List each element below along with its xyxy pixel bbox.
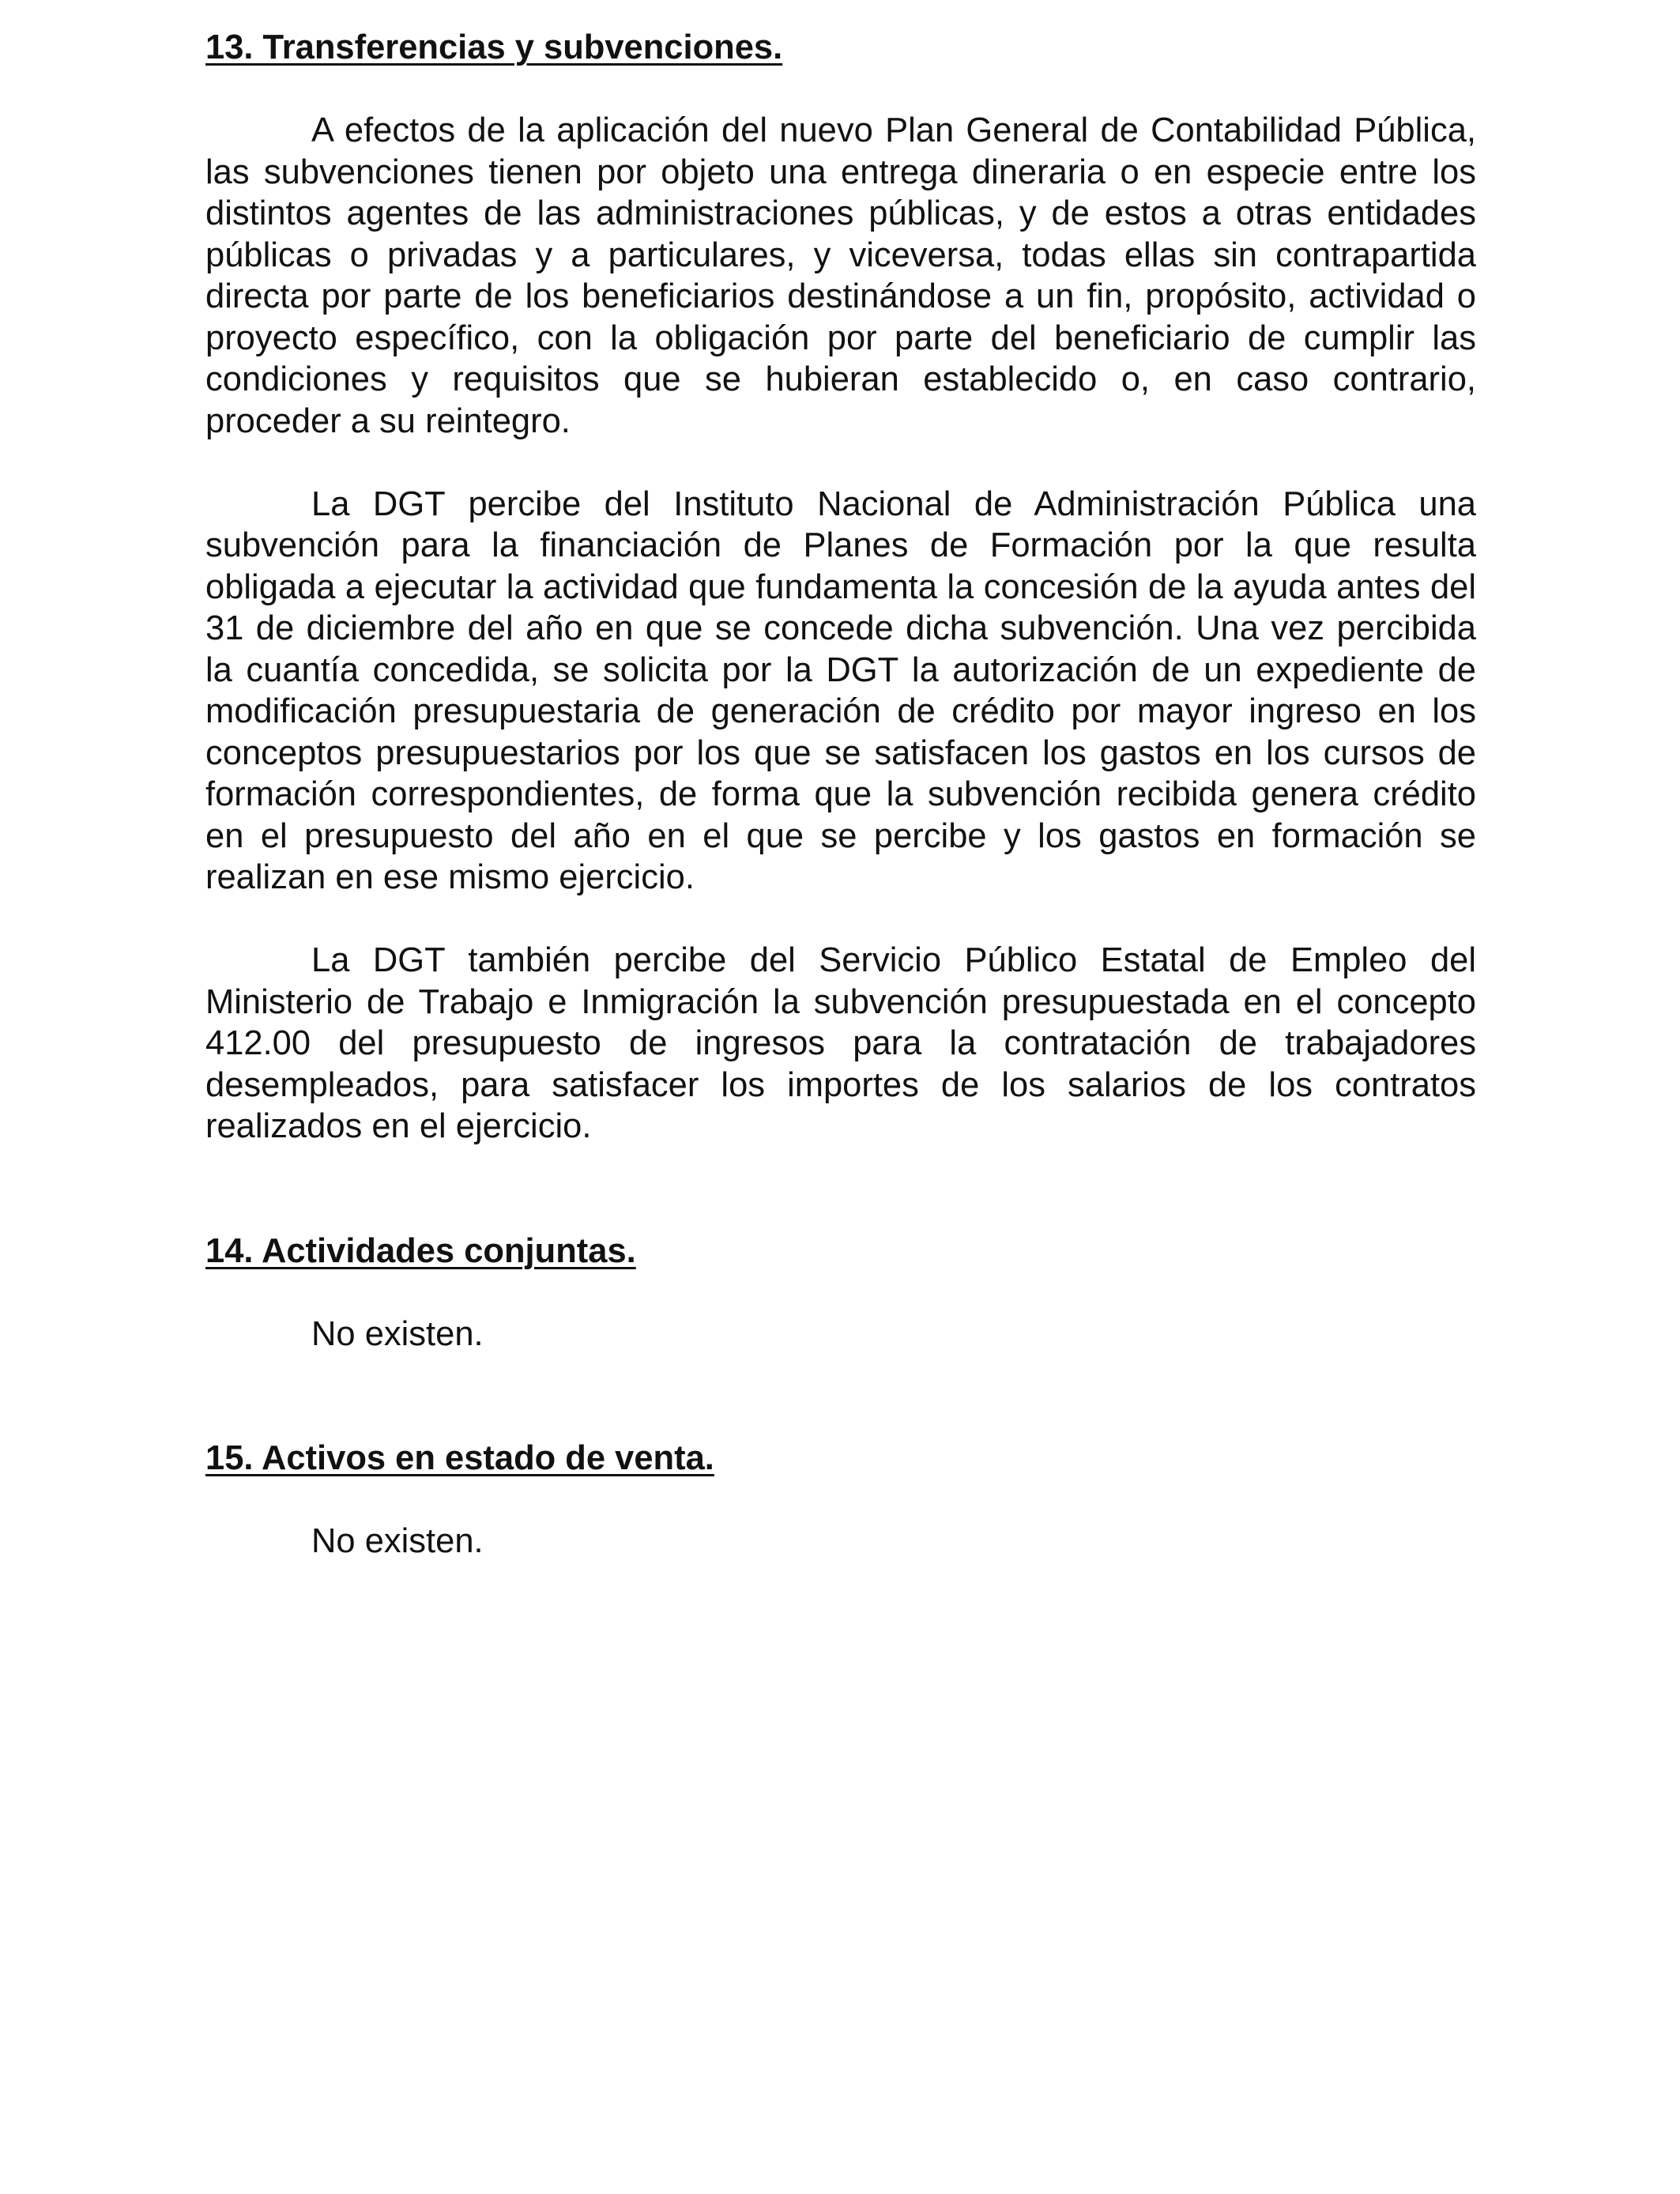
paragraph-actividades-conjuntas: No existen.: [311, 1314, 484, 1353]
section-heading-13: 13. Transferencias y subvenciones.: [205, 28, 783, 66]
document-page: [205, 27, 1476, 1563]
section-heading-14: 14. Actividades conjuntas.: [205, 1231, 636, 1270]
paragraph-activos-venta: No existen.: [311, 1522, 484, 1560]
paragraph-subvenciones-definition: A efectos de la aplicación del nuevo Plan General de Contabilidad Pública, las subvenciones tienen por objeto una entrega dineraria o en especie entre los distintos agentes de las administraciones públicas, y de estos a otras entidades públicas o privadas y a particulares, y viceversa, todas ellas sin contrapartida directa por parte de los beneficiarios destinándose a un fin, propósito, actividad o proyecto específico, con la obligación por parte del beneficiario de cumplir las condiciones y requisitos que se hubieran establecido o, en caso contrario, proceder a su reintegro.: [205, 111, 1476, 440]
paragraph-inap-subvencion: La DGT percibe del Instituto Nacional de Administración Pública una subvención para la financiación de Planes de Formación por la que resulta obligada a ejecutar la actividad que fundamenta la concesión de la ayuda antes del 31 de diciembre del año en que se concede dicha subvención. Una vez percibida la cuantía concedida, se solicita por la DGT la autorización de un expediente de modificación presupuestaria de generación de crédito por mayor ingreso en los conceptos presupuestarios por los que se satisfacen los gastos en los cursos de formación correspondientes, de forma que la subvención recibida genera crédito en el presupuesto del año en el que se percibe y los gastos en formación se realizan en ese mismo ejercicio.: [205, 484, 1476, 896]
paragraph-sepe-subvencion: La DGT también percibe del Servicio Público Estatal de Empleo del Ministerio de Trabajo e Inmigración la subvención presupuestada en el concepto 412.00 del presupuesto de ingresos para la contratación de trabajadores desempleados, para satisfacer los importes de los salarios de los contratos realizados en el ejercicio.: [205, 941, 1476, 1145]
section-heading-15: 15. Activos en estado de venta.: [205, 1439, 714, 1477]
